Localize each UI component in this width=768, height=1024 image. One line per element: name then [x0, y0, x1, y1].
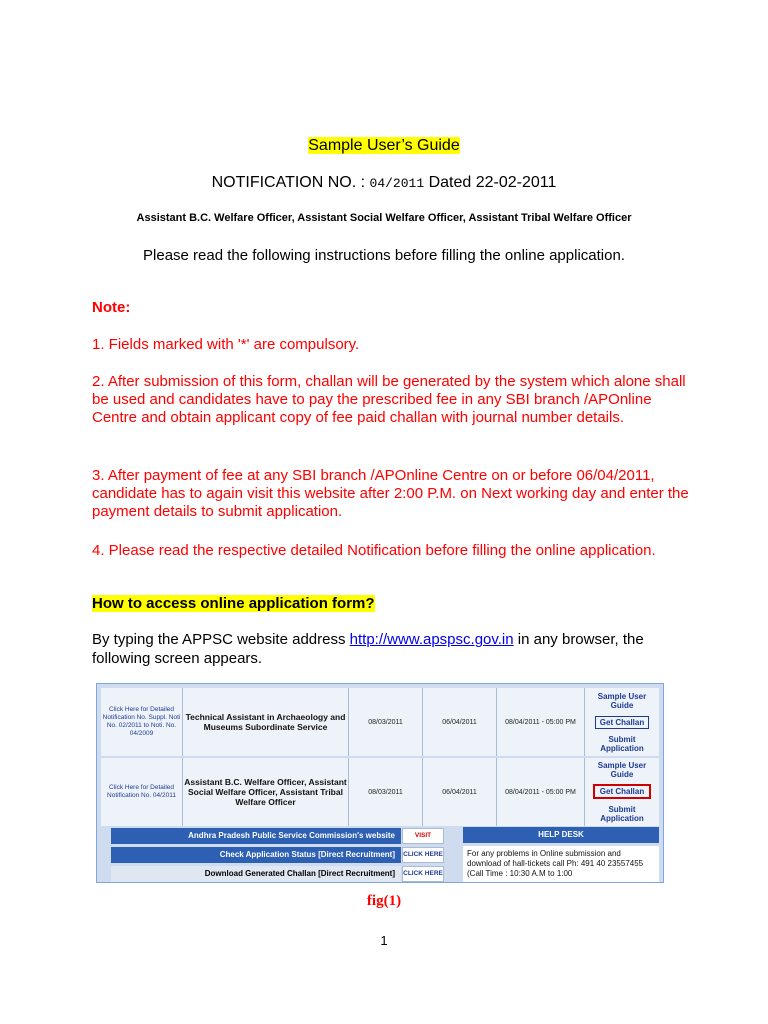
access-instructions: [92, 630, 692, 668]
help-desk-text: For any problems in Online submission and download of hall-tickets call Ph: 491 40 23557455 (Call Time : 10:30 A.M to 1:00: [463, 846, 659, 882]
end-date: 06/04/2011: [423, 688, 497, 756]
notification-date: Dated 22-02-2011: [424, 174, 557, 191]
note-item-3: 3. After payment of fee at any SBI branch /APOnline Centre on or before 06/04/2011, candidate has to again visit this website after 2:00 P.M. on Next working day and enter the payment details to submit application.: [92, 467, 689, 520]
posts-heading: Assistant B.C. Welfare Officer, Assistant Social Welfare Officer, Assistant Tribal Welfare Officer: [136, 212, 632, 224]
table-row: [101, 758, 659, 826]
guide-title: [0, 137, 768, 155]
get-challan-button[interactable]: Get Challan: [595, 716, 649, 729]
website-link[interactable]: http://www.apspsc.gov.in: [349, 631, 514, 648]
notification-prefix: NOTIFICATION NO. :: [211, 174, 370, 191]
submit-application-button[interactable]: Submit Application: [600, 804, 644, 823]
typing-prefix: By typing the APPSC website address: [92, 631, 350, 648]
post-name: Technical Assistant in Archaeology and Museums Subordinate Service: [183, 688, 349, 756]
check-status-label: Check Application Status [Direct Recruitment]: [111, 847, 401, 863]
notification-link[interactable]: Click Here for Detailed Notification No. 04/2011: [101, 758, 183, 826]
post-name: Assistant B.C. Welfare Officer, Assistant Social Welfare Officer, Assistant Tribal Welfare Officer: [183, 758, 349, 826]
get-challan-button[interactable]: Get Challan: [593, 784, 651, 799]
start-date: 08/03/2011: [349, 688, 423, 756]
howto-heading: [92, 595, 375, 612]
note-item-2: 2. After submission of this form, challan will be generated by the system which alone shall be used and candidates have to pay the prescribed fee in any SBI branch /APOnline Centre and obtain applicant copy of fee paid challan with journal number details.: [92, 373, 686, 426]
howto-heading-text: How to access online application form?: [92, 595, 375, 612]
note-item-1: 1. Fields marked with '*' are compulsory.: [92, 336, 360, 353]
check-status-button[interactable]: CLICK HERE: [402, 847, 444, 863]
figure-label: fig(1): [366, 893, 402, 909]
typing-suffix: in any browser, the following screen appears.: [92, 631, 644, 667]
last-time: 08/04/2011 - 05:00 PM: [497, 688, 585, 756]
note-heading: Note:: [92, 299, 131, 316]
sample-guide-button[interactable]: Sample User Guide: [597, 761, 647, 780]
notification-number: 04/2011: [369, 176, 425, 191]
visit-button[interactable]: VISIT: [402, 828, 444, 844]
note-item-4: 4. Please read the respective detailed Notification before filling the online application.: [92, 542, 656, 559]
last-time: 08/04/2011 - 05:00 PM: [497, 758, 585, 826]
start-date: 08/03/2011: [349, 758, 423, 826]
submit-application-button[interactable]: Submit Application: [600, 734, 644, 753]
sample-guide-button[interactable]: Sample User Guide: [597, 691, 647, 710]
notification-line: [0, 174, 768, 192]
table-row: [101, 688, 659, 756]
website-screenshot: [96, 683, 664, 883]
notification-link[interactable]: Click Here for Detailed Notification No. Suppl. Noti No. 02/2011 to Noti. No. 04/2009: [101, 688, 183, 756]
download-challan-label: Download Generated Challan [Direct Recruitment]: [111, 866, 401, 882]
download-challan-button[interactable]: CLICK HERE: [402, 866, 444, 882]
help-desk-heading: HELP DESK: [463, 827, 659, 843]
end-date: 06/04/2011: [423, 758, 497, 826]
actions-cell: [585, 688, 659, 756]
instructions-intro: Please read the following instructions before filling the online application.: [143, 247, 625, 264]
actions-cell: [585, 758, 659, 826]
guide-title-text: Sample User’s Guide: [308, 137, 460, 154]
commission-website-label: Andhra Pradesh Public Service Commission's website: [111, 828, 401, 844]
page-number: 1: [380, 933, 388, 948]
